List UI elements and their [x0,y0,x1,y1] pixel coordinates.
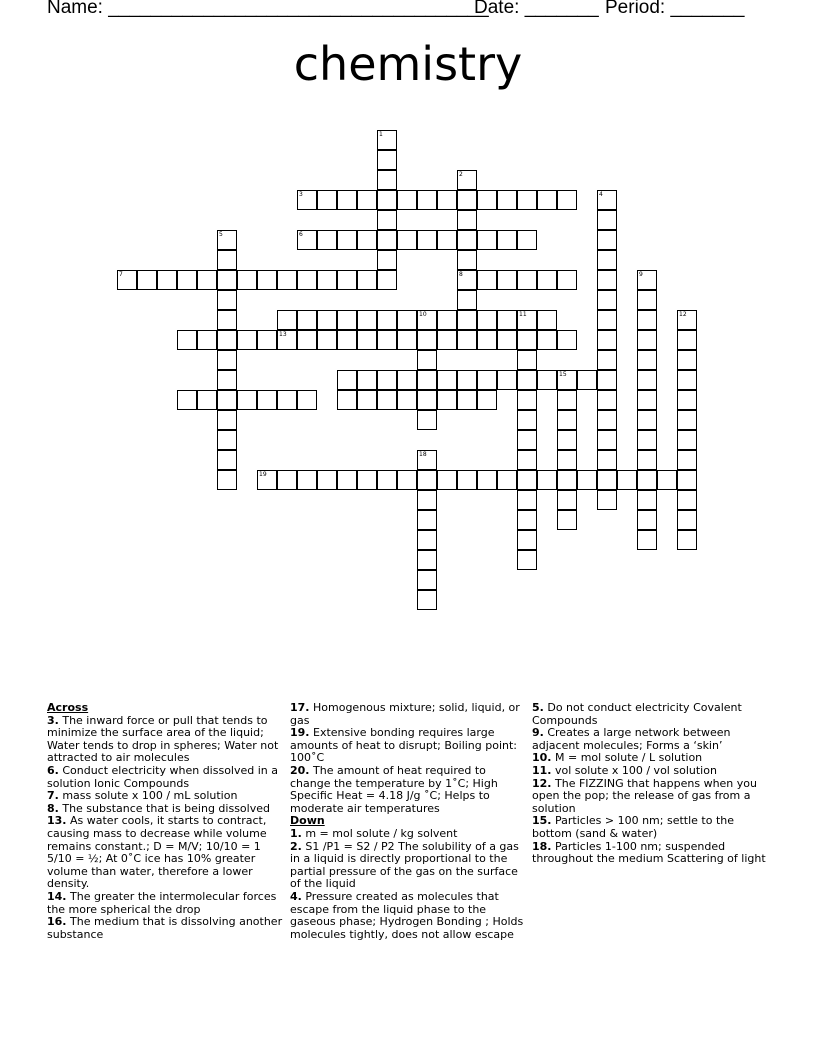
crossword-cell[interactable] [637,530,657,550]
clue-across-16: 16. The medium that is dissolving another substance [47,915,283,941]
crossword-cell[interactable] [637,370,657,390]
crossword-cell[interactable] [297,470,317,490]
clue-down-15: 15. Particles > 100 nm; settle to the bottom (sand & water) [532,814,735,840]
crossword-cell[interactable] [417,370,437,390]
clue-across-3: 3. The inward force or pull that tends to minimize the surface area of the liquid; Water tends to drop in spheres; Water not attracted to air molecules [47,713,279,765]
crossword-cell[interactable] [377,370,397,390]
crossword-cell[interactable] [377,130,397,150]
crossword-cell[interactable] [417,410,437,430]
crossword-cell[interactable] [397,310,417,330]
crossword-cell[interactable] [217,350,237,370]
crossword-cell[interactable] [557,370,577,390]
crossword-cell[interactable] [437,330,457,350]
crossword-cell[interactable] [377,250,397,270]
crossword-cell[interactable] [277,310,297,330]
crossword-cell[interactable] [217,390,237,410]
crossword-cell[interactable] [397,370,417,390]
crossword-cell[interactable] [297,230,317,250]
crossword-cell[interactable] [477,190,497,210]
crossword-cell[interactable] [337,390,357,410]
crossword-cell[interactable] [457,390,477,410]
crossword-cell[interactable] [117,270,137,290]
crossword-cell[interactable] [537,470,557,490]
crossword-cell[interactable] [357,330,377,350]
clue-down-4: 4. Pressure created as molecules that escape from the liquid phase to the gaseous phase; Hydrogen Bonding ; Holds molecules tightly, does not allow escape [290,889,524,941]
crossword-cell[interactable] [237,270,257,290]
crossword-cell[interactable] [457,290,477,310]
crossword-cell[interactable] [617,470,637,490]
crossword-cell[interactable] [497,270,517,290]
crossword-cell[interactable] [377,210,397,230]
crossword-cell[interactable] [217,250,237,270]
crossword-cell[interactable] [457,190,477,210]
crossword-cell[interactable] [337,230,357,250]
crossword-cell[interactable] [557,430,577,450]
crossword-cell[interactable] [277,330,297,350]
crossword-cell[interactable] [437,310,457,330]
crossword-cell[interactable] [197,330,217,350]
crossword-cell[interactable] [317,310,337,330]
clue-down-10: 10. M = mol solute / L solution [532,751,703,765]
clue-column-1 [47,702,283,941]
crossword-cell[interactable] [337,330,357,350]
crossword-cell[interactable] [597,210,617,230]
crossword-cell[interactable] [637,330,657,350]
crossword-cell[interactable] [357,230,377,250]
crossword-cell[interactable] [417,470,437,490]
crossword-cell[interactable] [597,270,617,290]
crossword-cell[interactable] [337,370,357,390]
crossword-cell[interactable] [237,330,257,350]
clue-across-20: 20. The amount of heat required to change the temperature by 1˚C; High Specific Heat = 4.18 J/g ˚C; Helps to moderate air temperatures [290,763,498,815]
crossword-cell[interactable] [597,250,617,270]
clue-number: 8 [459,271,463,278]
crossword-cell[interactable] [257,390,277,410]
clue-number: 15 [559,371,567,378]
crossword-cell[interactable] [297,190,317,210]
crossword-cell[interactable] [557,190,577,210]
crossword-cell[interactable] [677,390,697,410]
crossword-cell[interactable] [417,530,437,550]
crossword-cell[interactable] [417,570,437,590]
crossword-cell[interactable] [357,470,377,490]
crossword-cell[interactable] [597,350,617,370]
crossword-cell[interactable] [437,190,457,210]
clue-number: 5 [219,231,223,238]
crossword-cell[interactable] [357,310,377,330]
crossword-cell[interactable] [217,290,237,310]
crossword-cell[interactable] [517,450,537,470]
crossword-cell[interactable] [217,450,237,470]
crossword-cell[interactable] [197,390,217,410]
clue-down-11: 11. vol solute x 100 / vol solution [532,763,717,777]
crossword-cell[interactable] [297,390,317,410]
clue-down-1: 1. m = mol solute / kg solvent [290,826,458,840]
crossword-cell[interactable] [377,470,397,490]
crossword-cell[interactable] [497,330,517,350]
clue-across-6: 6. Conduct electricity when dissolved in a solution Ionic Compounds [47,763,279,790]
crossword-cell[interactable] [317,270,337,290]
crossword-cell[interactable] [397,190,417,210]
crossword-cell[interactable] [677,370,697,390]
crossword-cell[interactable] [457,270,477,290]
crossword-cell[interactable] [417,390,437,410]
crossword-cell[interactable] [517,510,537,530]
crossword-cell[interactable] [317,330,337,350]
crossword-cell[interactable] [497,230,517,250]
crossword-cell[interactable] [637,430,657,450]
crossword-cell[interactable] [477,470,497,490]
clue-number: 7 [119,271,123,278]
crossword-cell[interactable] [597,410,617,430]
crossword-cell[interactable] [637,510,657,530]
crossword-cell[interactable] [677,350,697,370]
clue-across-7: 7. mass solute x 100 / mL solution [47,789,238,803]
crossword-cell[interactable] [297,310,317,330]
crossword-cell[interactable] [597,450,617,470]
crossword-cell[interactable] [637,410,657,430]
crossword-cell[interactable] [457,470,477,490]
crossword-cell[interactable] [177,270,197,290]
crossword-cell[interactable] [437,470,457,490]
crossword-cell[interactable] [497,370,517,390]
clue-column-3 [532,702,768,866]
clue-number: 9 [639,271,643,278]
crossword-cell[interactable] [377,330,397,350]
clue-down-2: 2. S1 /P1 = S2 / P2 The solubility of a gas in a liquid is directly proportional to the partial pressure of the gas on the surface of the liquid [290,839,519,891]
crossword-cell[interactable] [417,230,437,250]
crossword-cell[interactable] [597,490,617,510]
crossword-cell[interactable] [277,270,297,290]
crossword-cell[interactable] [397,390,417,410]
crossword-cell[interactable] [597,330,617,350]
crossword-cell[interactable] [677,310,697,330]
clue-number: 2 [459,171,463,178]
crossword-cell[interactable] [517,550,537,570]
crossword-cell[interactable] [597,370,617,390]
crossword-cell[interactable] [597,310,617,330]
crossword-cell[interactable] [357,390,377,410]
clue-across-19: 19. Extensive bonding requires large amounts of heat to disrupt; Boiling point: 100˚C [290,726,518,765]
crossword-cell[interactable] [537,370,557,390]
crossword-cell[interactable] [317,470,337,490]
crossword-cell[interactable] [517,530,537,550]
clue-number: 18 [419,451,427,458]
crossword-cell[interactable] [417,330,437,350]
clue-number: 6 [299,231,303,238]
crossword-cell[interactable] [457,170,477,190]
crossword-cell[interactable] [517,430,537,450]
crossword-cell[interactable] [457,310,477,330]
crossword-cell[interactable] [417,350,437,370]
clue-down-18: 18. Particles 1-100 nm; suspended throughout the medium Scattering of light [532,839,766,866]
crossword-cell[interactable] [297,330,317,350]
crossword-cell[interactable] [637,470,657,490]
crossword-cell[interactable] [637,310,657,330]
crossword-cell[interactable] [557,450,577,470]
crossword-cell[interactable] [377,310,397,330]
crossword-cell[interactable] [557,390,577,410]
crossword-cell[interactable] [597,470,617,490]
crossword-cell[interactable] [457,230,477,250]
crossword-cell[interactable] [557,270,577,290]
crossword-cell[interactable] [257,470,277,490]
crossword-cell[interactable] [457,210,477,230]
crossword-cell[interactable] [517,330,537,350]
crossword-cell[interactable] [217,330,237,350]
clue-number: 12 [679,311,687,318]
crossword-cell[interactable] [597,230,617,250]
crossword-cell[interactable] [557,470,577,490]
crossword-cell[interactable] [517,410,537,430]
crossword-cell[interactable] [637,350,657,370]
crossword-cell[interactable] [637,270,657,290]
clue-number: 13 [279,331,287,338]
crossword-cell[interactable] [677,470,697,490]
crossword-cell[interactable] [377,390,397,410]
crossword-cell[interactable] [217,370,237,390]
clue-down-9: 9. Creates a large network between adjacent molecules; Forms a ‘skin’ [532,726,731,752]
crossword-cell[interactable] [417,490,437,510]
crossword-cell[interactable] [657,470,677,490]
crossword-cell[interactable] [417,310,437,330]
crossword-cell[interactable] [477,270,497,290]
crossword-cell[interactable] [677,450,697,470]
crossword-cell[interactable] [677,490,697,510]
crossword-cell[interactable] [217,430,237,450]
crossword-cell[interactable] [557,330,577,350]
crossword-cell[interactable] [517,230,537,250]
crossword-cell[interactable] [377,150,397,170]
clue-number: 4 [599,191,603,198]
crossword-cell[interactable] [517,490,537,510]
crossword-cell[interactable] [297,270,317,290]
clue-number: 10 [419,311,427,318]
crossword-cell[interactable] [457,330,477,350]
crossword-cell[interactable] [537,310,557,330]
crossword-cell[interactable] [337,310,357,330]
crossword-cell[interactable] [197,270,217,290]
crossword-cell[interactable] [477,370,497,390]
clue-across-8: 8. The substance that is being dissolved [47,801,270,815]
crossword-cell[interactable] [517,390,537,410]
crossword-cell[interactable] [217,470,237,490]
clue-number: 19 [259,471,267,478]
crossword-cell[interactable] [637,450,657,470]
crossword-cell[interactable] [517,470,537,490]
crossword-cell[interactable] [417,590,437,610]
crossword-cell[interactable] [677,530,697,550]
crossword-cell[interactable] [577,370,597,390]
crossword-cell[interactable] [417,190,437,210]
clue-across-14: 14. The greater the intermolecular forces the more spherical the drop [47,889,277,916]
crossword-cell[interactable] [337,190,357,210]
crossword-cell[interactable] [597,430,617,450]
crossword-cell[interactable] [677,430,697,450]
crossword-cell[interactable] [377,190,397,210]
crossword-cell[interactable] [557,510,577,530]
crossword-cell[interactable] [457,370,477,390]
crossword-cell[interactable] [137,270,157,290]
crossword-cell[interactable] [317,190,337,210]
period-field-label: Period: _______ [605,0,745,18]
crossword-cell[interactable] [217,270,237,290]
crossword-cell[interactable] [277,390,297,410]
crossword-cell[interactable] [277,470,297,490]
crossword-cell[interactable] [397,330,417,350]
crossword-cell[interactable] [177,330,197,350]
clue-down-12: 12. The FIZZING that happens when you open the pop; the release of gas from a solution [532,776,757,815]
crossword-cell[interactable] [537,270,557,290]
crossword-cell[interactable] [417,510,437,530]
crossword-cell[interactable] [517,350,537,370]
crossword-cell[interactable] [597,190,617,210]
crossword-cell[interactable] [337,270,357,290]
crossword-cell[interactable] [557,490,577,510]
crossword-cell[interactable] [437,390,457,410]
clue-across-13: 13. As water cools, it starts to contract, causing mass to decrease while volume remains constant.; D = M/V; 10/10 = 1 5/10 = ½; At 0˚C ice has 10% greater volume than water, therefore a lower density. [47,814,267,891]
down-heading: Down [290,814,325,828]
clue-number: 11 [519,311,527,318]
crossword-cell[interactable] [577,470,597,490]
crossword-cell[interactable] [337,470,357,490]
crossword-cell[interactable] [477,310,497,330]
clue-down-5: 5. Do not conduct electricity Covalent Compounds [532,701,742,727]
crossword-cell[interactable] [377,170,397,190]
crossword-cell[interactable] [597,390,617,410]
crossword-cell[interactable] [177,390,197,410]
crossword-cell[interactable] [257,330,277,350]
crossword-cell[interactable] [597,290,617,310]
crossword-cell[interactable] [417,450,437,470]
crossword-cell[interactable] [357,190,377,210]
date-field-label: Date: _______ [474,0,599,18]
crossword-cell[interactable] [357,370,377,390]
crossword-cell[interactable] [497,470,517,490]
crossword-cell[interactable] [257,270,277,290]
crossword-cell[interactable] [437,370,457,390]
crossword-cell[interactable] [537,190,557,210]
crossword-cell[interactable] [477,330,497,350]
crossword-cell[interactable] [417,550,437,570]
crossword-cell[interactable] [437,230,457,250]
crossword-cell[interactable] [637,490,657,510]
clue-across-17: 17. Homogenous mixture; solid, liquid, or gas [290,701,520,727]
crossword-cell[interactable] [517,370,537,390]
crossword-cell[interactable] [357,270,377,290]
clue-number: 3 [299,191,303,198]
crossword-cell[interactable] [217,310,237,330]
crossword-cell[interactable] [457,250,477,270]
crossword-cell[interactable] [397,230,417,250]
crossword-cell[interactable] [217,410,237,430]
puzzle-title: chemistry [293,37,523,91]
crossword-cell[interactable] [517,310,537,330]
crossword-cell[interactable] [537,330,557,350]
crossword-cell[interactable] [517,190,537,210]
crossword-cell[interactable] [397,470,417,490]
crossword-cell[interactable] [377,230,397,250]
crossword-cell[interactable] [237,390,257,410]
crossword-cell[interactable] [677,510,697,530]
crossword-cell[interactable] [677,410,697,430]
crossword-cell[interactable] [477,230,497,250]
crossword-cell[interactable] [637,290,657,310]
crossword-cell[interactable] [497,190,517,210]
name-field-label: Name: ____________________________________ [47,0,489,18]
crossword-cell[interactable] [157,270,177,290]
crossword-cell[interactable] [557,410,577,430]
crossword-cell[interactable] [217,230,237,250]
crossword-cell[interactable] [637,390,657,410]
crossword-cell[interactable] [477,390,497,410]
clue-number: 1 [379,131,383,138]
crossword-cell[interactable] [677,330,697,350]
crossword-cell[interactable] [317,230,337,250]
crossword-cell[interactable] [497,310,517,330]
crossword-cell[interactable] [517,270,537,290]
clue-column-2 [290,702,526,941]
crossword-cell[interactable] [377,270,397,290]
across-heading: Across [47,701,89,714]
